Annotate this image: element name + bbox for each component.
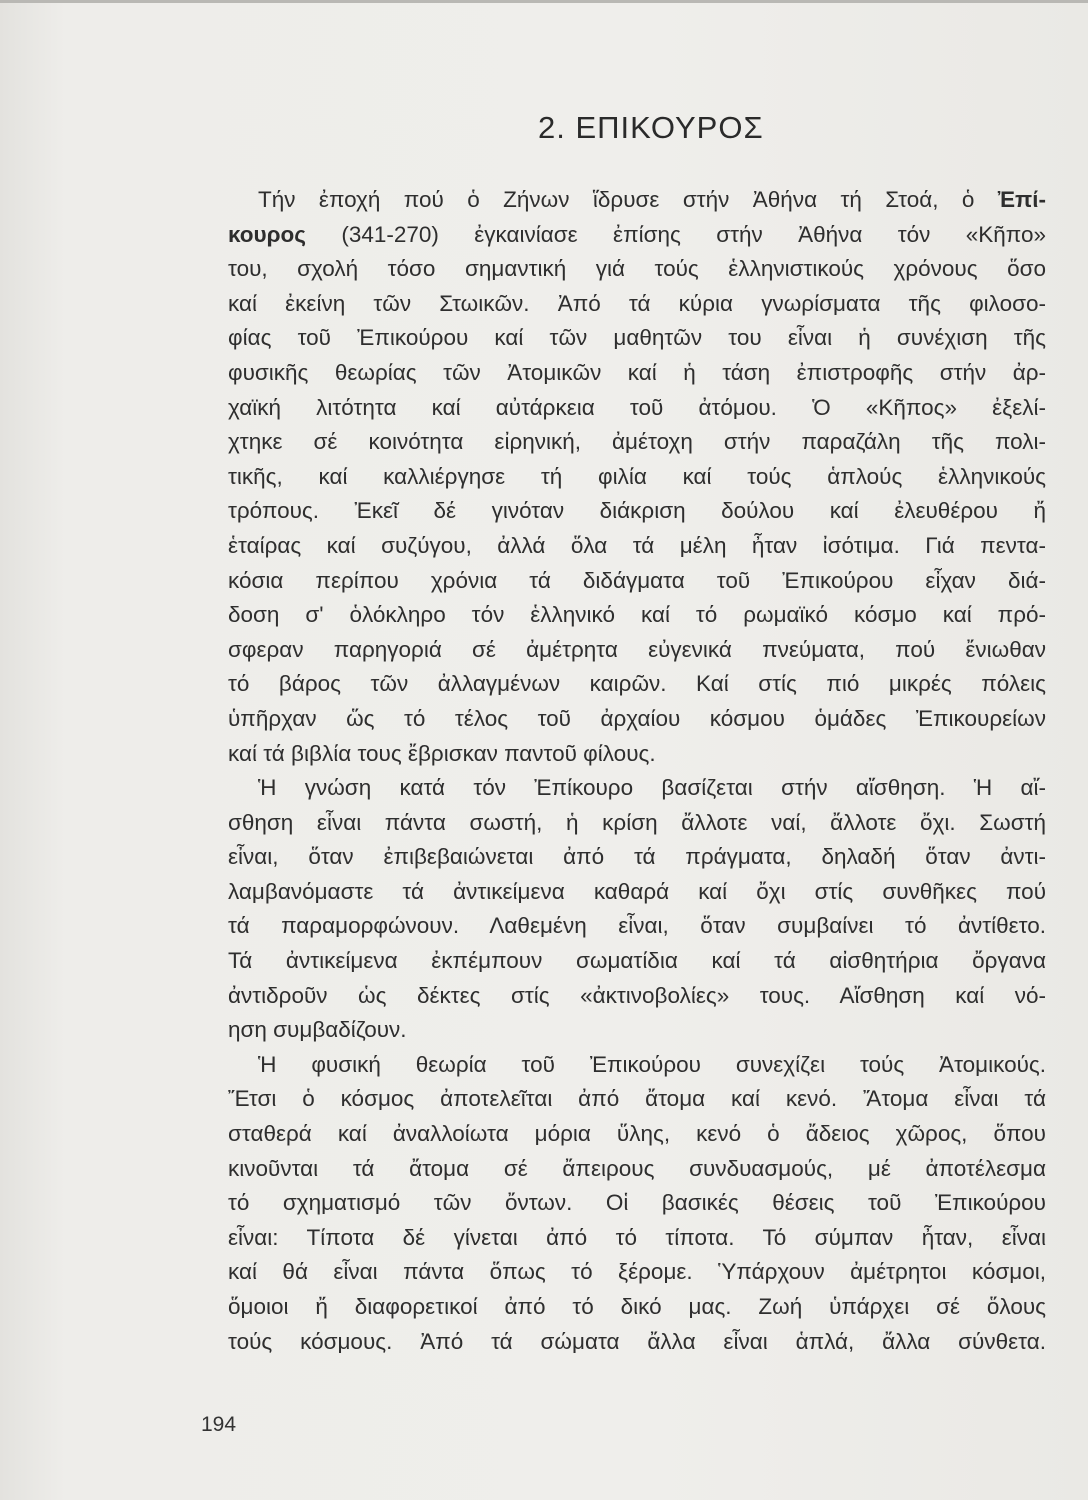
text-line: τό βάρος τῶν ἀλλαγμένων καιρῶν. Καί στίς πιό μικρές πόλεις [228,671,1046,697]
text-line: ἑταίρας καί συζύγου, ἀλλά ὅλα τά μέλη ἦταν ἰσότιμα. Γιά πεντα- [228,532,1046,558]
text-line: λαμβανόμαστε τά ἀντικείμενα καθαρά καί ὄχι στίς συνθῆκες πού [228,878,1046,904]
author-name-bold: Ἐπί- [997,187,1046,212]
text-line: του, σχολή τόσο σημαντική γιά τούς ἑλληνιστικούς χρόνους ὅσο [228,256,1046,282]
text-line: φίας τοῦ Ἐπικούρου καί τῶν μαθητῶν του εἶναι ἡ συνέχιση τῆς [228,325,1046,351]
text-line: εἶναι: Τίποτα δέ γίνεται ἀπό τό τίποτα. Τό σύμπαν ἦταν, εἶναι [228,1224,1046,1250]
text-line: χαϊκή λιτότητα καί αὐτάρκεια τοῦ ἀτόμου. Ὁ «Κῆπος» ἐξελί- [228,394,1046,420]
body-text [228,183,1046,1359]
text-line: Τήν ἐποχή πού ὁ Ζήνων ἵδρυσε στήν Ἀθήνα τή Στοά, ὁ Ἐπί- [258,187,1046,212]
text-line: φυσικῆς θεωρίας τῶν Ἀτομικῶν καί ἡ τάση ἐπιστροφῆς στήν ἀρ- [228,359,1046,385]
text-line: τικῆς, καί καλλιέργησε τή φιλία καί τούς ἁπλούς ἑλληνικούς [228,463,1046,489]
text-line: ἀντιδροῦν ὡς δέκτες στίς «ἀκτινοβολίες» τους. Αἴσθηση καί νό- [228,982,1046,1008]
text-line: δοση σ' ὁλόκληρο τόν ἑλληνικό καί τό ρωμαϊκό κόσμο καί πρό- [228,602,1046,628]
text-line: ὑπῆρχαν ὥς τό τέλος τοῦ ἀρχαίου κόσμου ὁμάδες Ἐπικουρείων [228,705,1046,731]
text-line: τρόπους. Ἐκεῖ δέ γινόταν διάκριση δούλου καί ἐλευθέρου ἤ [228,498,1046,524]
text-line: σταθερά καί ἀναλλοίωτα μόρια ὕλης, κενό ὁ ἄδειος χῶρος, ὅπου [228,1121,1046,1147]
text-line: σφεραν παρηγοριά σέ ἀμέτρητα εὐγενικά πνεύματα, πού ἔνιωθαν [228,636,1046,662]
text-line: καί θά εἶναι πάντα ὅπως τό ξέρομε. Ὑπάρχουν ἀμέτρητοι κόσμοι, [228,1259,1046,1285]
text-line: κινοῦνται τά ἄτομα σέ ἄπειρους συνδυασμούς, μέ ἀποτέλεσμα [228,1155,1046,1181]
chapter-title: 2. ΕΠΙΚΟΥΡΟΣ [538,110,764,145]
text-line: Ἔτσι ὁ κόσμος ἀποτελεῖται ἀπό ἄτομα καί κενό. Ἄτομα εἶναι τά [228,1086,1046,1112]
text-line: Ἡ γνώση κατά τόν Ἐπίκουρο βασίζεται στήν αἴσθηση. Ἡ αἴ- [258,775,1046,801]
page-number: 194 [201,1413,237,1436]
text-line: καί ἐκείνη τῶν Στωικῶν. Ἀπό τά κύρια γνωρίσματα τῆς φιλοσο- [228,290,1046,316]
text-line: σθηση εἶναι πάντα σωστή, ἡ κρίση ἄλλοτε ναί, ἄλλοτε ὄχι. Σωστή [228,809,1046,835]
author-name-bold: κουρος [228,221,307,247]
text-line: Τά ἀντικείμενα ἐκπέμπουν σωματίδια καί τά αἰσθητήρια ὄργανα [228,948,1046,974]
text-line: Ἡ φυσική θεωρία τοῦ Ἐπικούρου συνεχίζει τούς Ἀτομικούς. [258,1051,1046,1077]
text-line: χτηκε σέ κοινότητα εἰρηνική, ἀμέτοχη στήν παραζάλη τῆς πολι- [228,429,1046,455]
text-line: καί τά βιβλία τους ἔβρισκαν παντοῦ φίλους. [228,740,656,766]
text-line: κουρος (341-270) ἐγκαινίασε ἐπίσης στήν Ἀθήνα τόν «Κῆπο» [228,221,1046,247]
text-line: τό σχηματισμό τῶν ὄντων. Οἱ βασικές θέσεις τοῦ Ἐπικούρου [228,1190,1046,1216]
text-line: τά παραμορφώνουν. Λαθεμένη εἶναι, ὅταν συμβαίνει τό ἀντίθετο. [228,913,1046,939]
text-line: εἶναι, ὅταν ἐπιβεβαιώνεται ἀπό τά πράγματα, δηλαδή ὅταν ἀντι- [228,844,1046,870]
page-top-edge [0,0,1088,3]
text-line: κόσια περίπου χρόνια τά διδάγματα τοῦ Ἐπικούρου εἶχαν διά- [228,567,1046,593]
text-line: τούς κόσμους. Ἀπό τά σώματα ἄλλα εἶναι ἁπλά, ἄλλα σύνθετα. [228,1328,1046,1354]
text-line: ηση συμβαδίζουν. [228,1017,407,1043]
text-line: ὅμοιοι ἤ διαφορετικοί ἀπό τό δικό μας. Ζωή ὑπάρχει σέ ὅλους [228,1294,1046,1319]
